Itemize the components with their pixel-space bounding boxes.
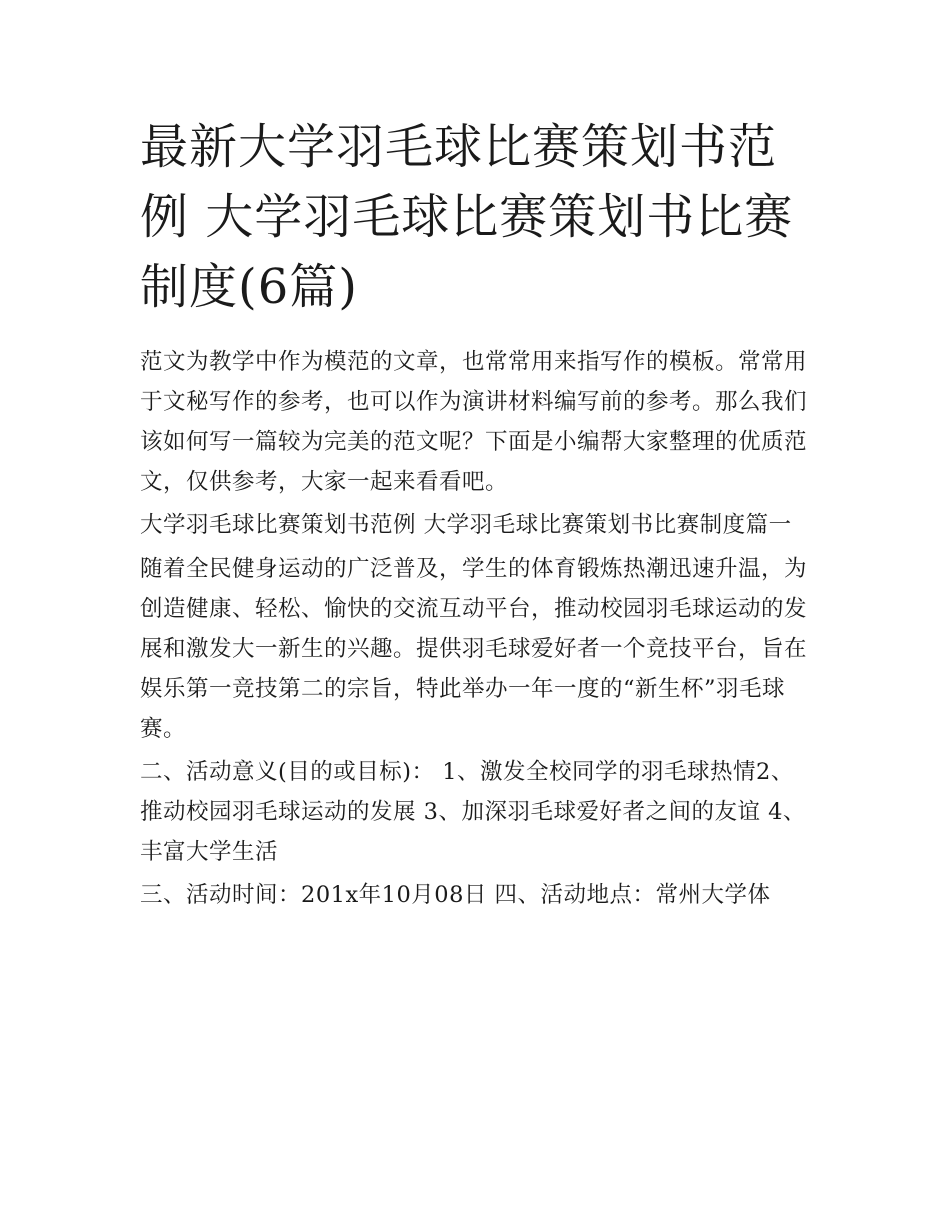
body-paragraph-3: 三、活动时间：201x年10月08日 四、活动地点：常州大学体 <box>140 882 771 908</box>
body-paragraph-2: 二、活动意义(目的或目标)： 1、激发全校同学的羽毛球热情2、推动校园羽毛球运动的发展 3、加深羽毛球爱好者之间的友谊 4、丰富大学生活 <box>140 759 806 865</box>
section-heading: 大学羽毛球比赛策划书范例 大学羽毛球比赛策划书比赛制度篇一 <box>140 512 792 538</box>
intro-paragraph: 范文为教学中作为模范的文章，也常常用来指写作的模板。常常用于文秘写作的参考，也可以作为演讲材料编写前的参考。那么我们该如何写一篇较为完美的范文呢？下面是小编帮大家整理的优质范文，仅供参考，大家一起来看看吧。 <box>140 349 808 495</box>
body-paragraph-1: 随着全民健身运动的广泛普及，学生的体育锻炼热潮迅速升温，为创造健康、轻松、愉快的交流互动平台，推动校园羽毛球运动的发展和激发大一新生的兴趣。提供羽毛球爱好者一个竞技平台，旨在娱乐第一竞技第二的宗旨，特此举办一年一度的“新生杯”羽毛球赛。 <box>140 556 808 742</box>
document-page <box>140 112 816 918</box>
document-title: 最新大学羽毛球比赛策划书范例 大学羽毛球比赛策划书比赛制度(6篇) <box>140 119 794 315</box>
